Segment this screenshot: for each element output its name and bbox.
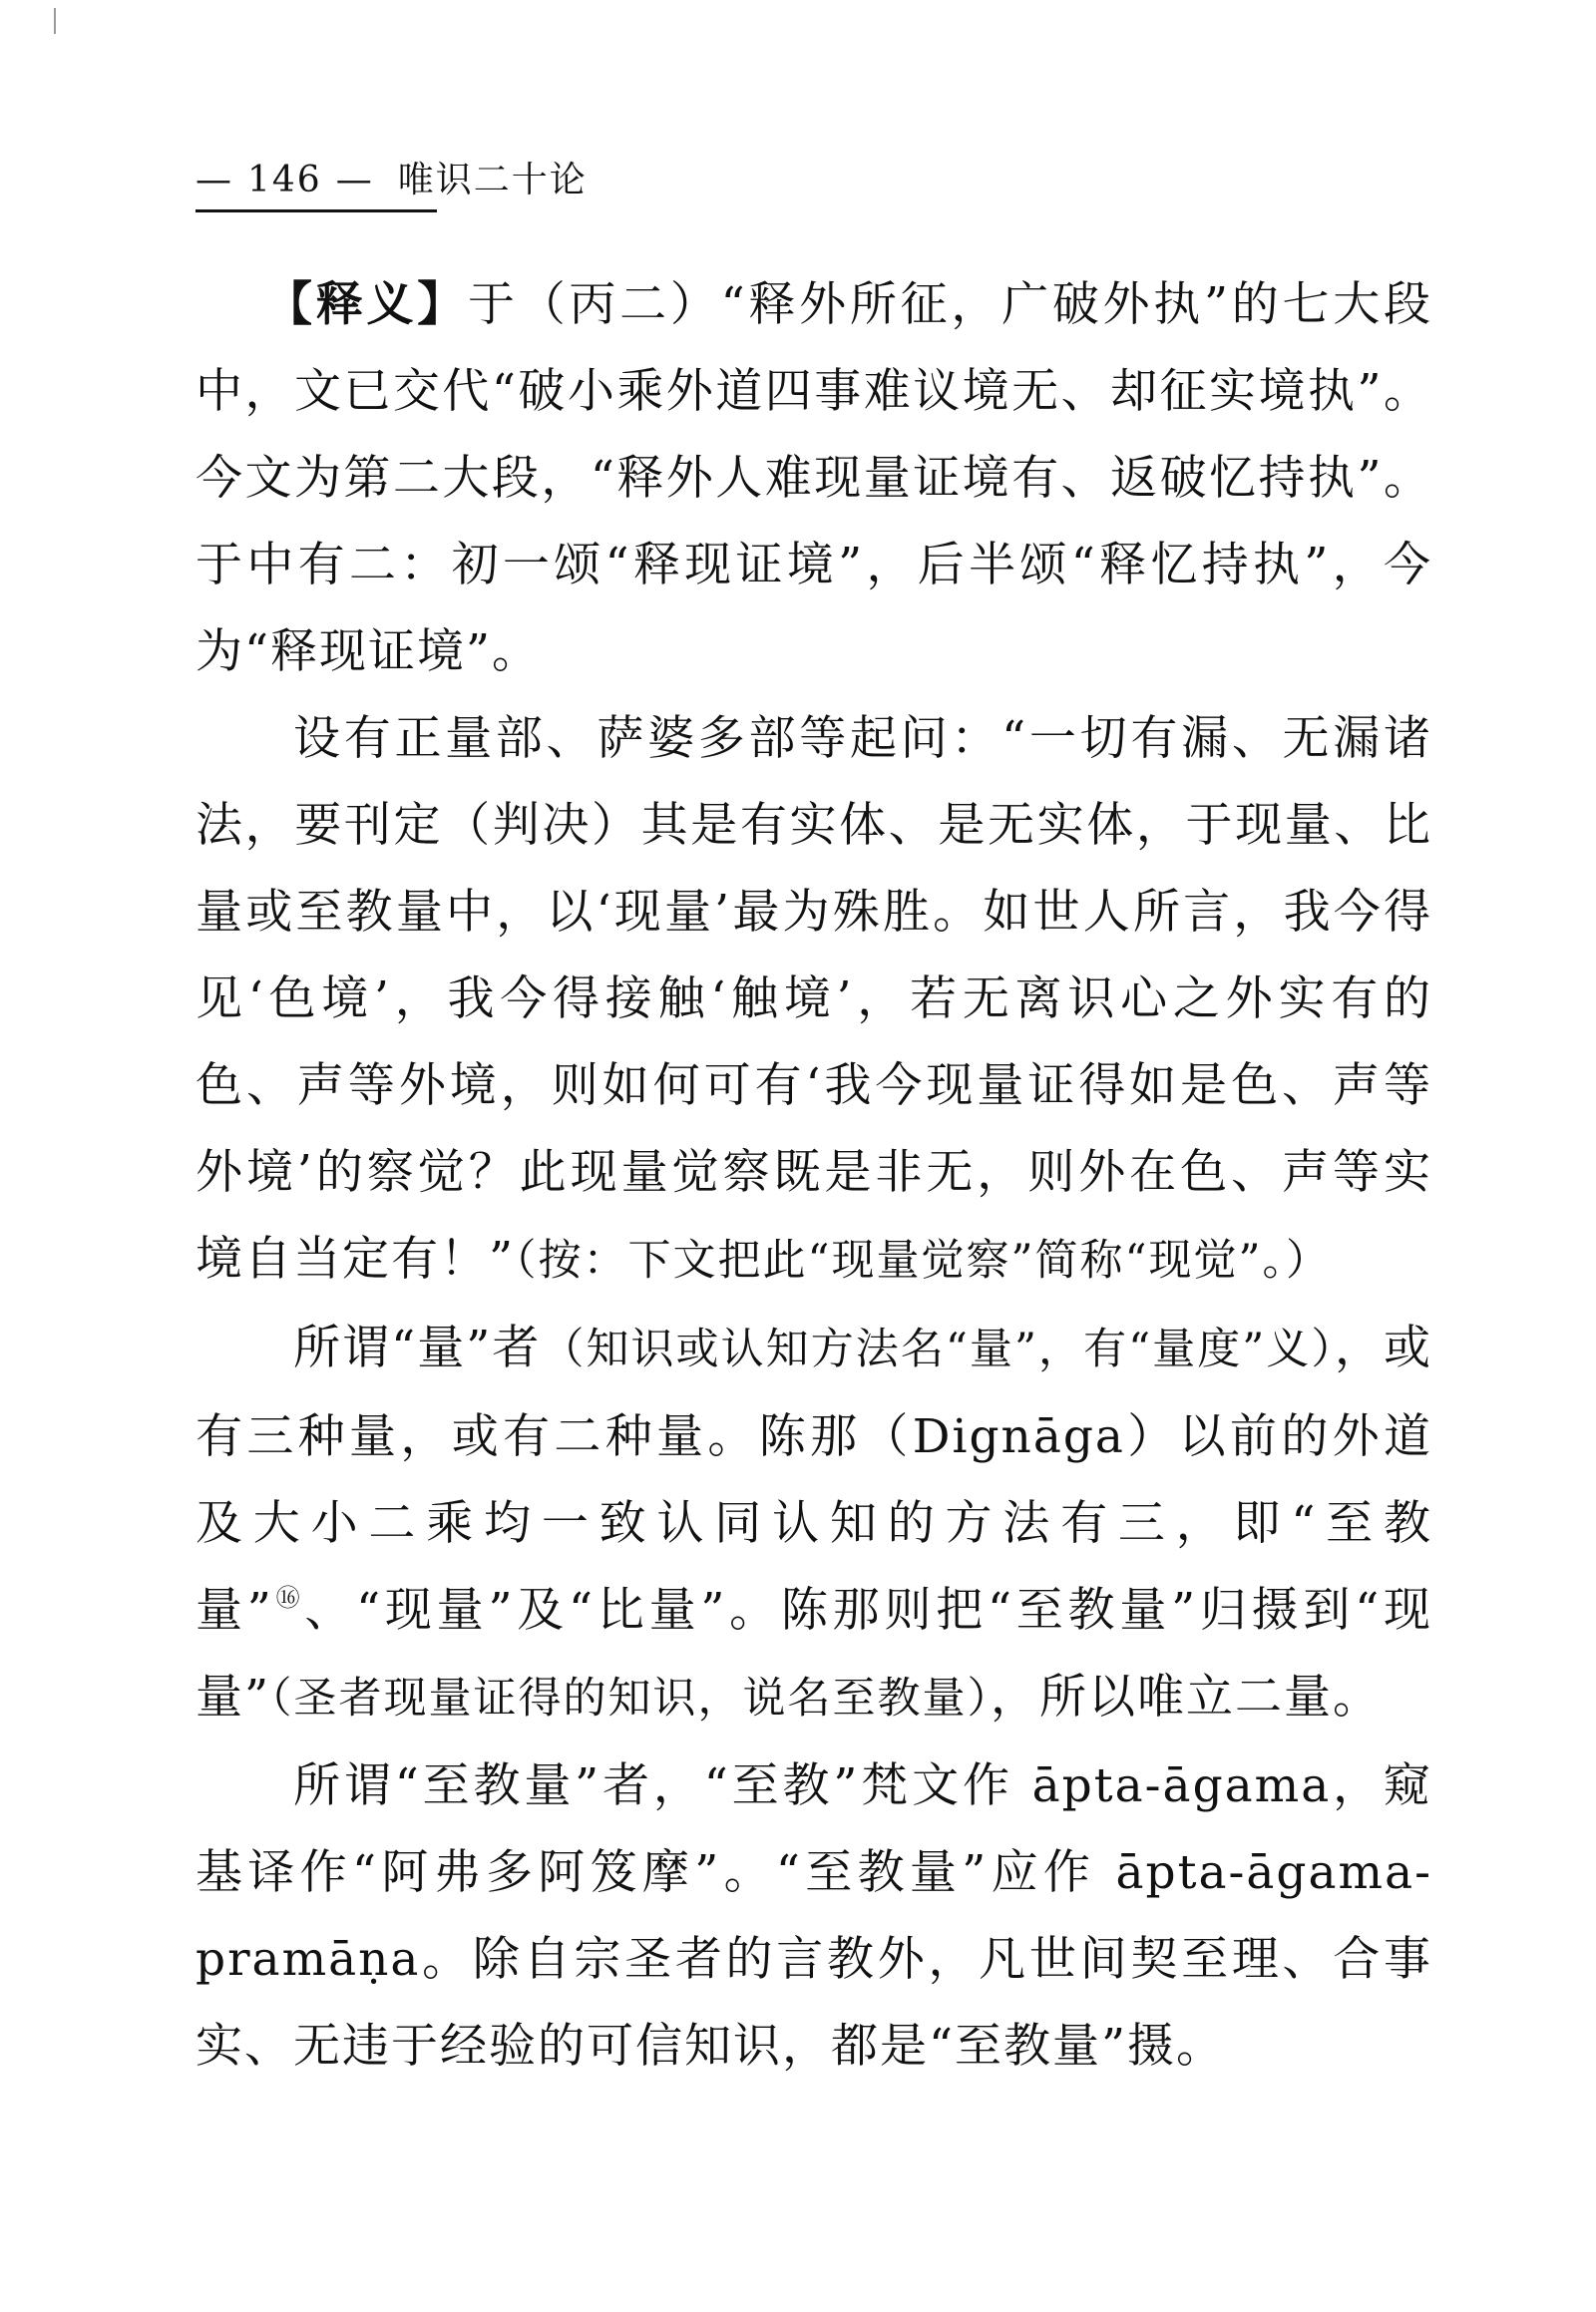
paragraph-text: ，或有三种量，或有二种量。陈那（Dignāga）以前的外道及大小二乘均一致认同认知的方法有三，即“至教量” [196, 1321, 1432, 1638]
footnote-marker: ⑯ [272, 1584, 305, 1612]
paragraph-objection [196, 695, 1432, 1305]
paragraph-text: 设有正量部、萨婆多部等起问：“一切有漏、无漏诸法，要刊定（判决）其是有实体、是无实体，于现量、比量或至教量中，以‘现量’最为殊胜。如世人所言，我今得见‘色境’，我今得接触‘触境’，若无离识心之外实有的色、声等外境，则如何可有‘我今现量证得如是色、声等外境’的察觉？此现量觉察既是非无，则外在色、声等实境自当定有！” [196, 711, 1432, 1287]
paragraph-text: 于（丙二）“释外所征，广破外执”的七大段中，文已交代“破小乘外道四事难议境无、却征实境执”。今文为第二大段，“释外人难现量证境有、返破忆持执”。于中有二：初一颂“释现证境”，后半颂“释忆持执”，今为“释现证境”。 [196, 277, 1432, 679]
scan-edge-mark [54, 8, 56, 34]
editor-note: （按：下文把此“现量觉察”简称“现觉”。） [515, 1236, 1331, 1286]
paragraph-text: 所谓“至教量”者，“至教”梵文作 āpta-āgama，窥基译作“阿弗多阿笈摩”。“至教量”应作 āpta-āgama-pramāṇa。除自宗圣者的言教外，凡世间契至理、合事实、无违于经验的可信知识，都是“至教量”摄。 [196, 1758, 1432, 2074]
header-dash-right: — [335, 160, 374, 200]
header-underline [196, 209, 437, 212]
paragraph-explanation [196, 261, 1432, 695]
paragraph-agama [196, 1742, 1432, 2090]
paragraph-text-end: ，所以唯立二量。 [991, 1670, 1383, 1725]
paragraph-lead: 所谓“量”者 [293, 1321, 542, 1375]
inline-gloss-2: （圣者现量证得的知识，说名至教量） [270, 1674, 992, 1724]
inline-gloss: （知识或认知方法名“量”，有“量度”义） [541, 1325, 1335, 1374]
header-dash-left: — [196, 160, 233, 200]
running-header [196, 158, 1432, 203]
book-title: 唯识二十论 [397, 160, 588, 200]
section-heading-shiyi: 【释义】 [265, 277, 468, 332]
main-text [196, 261, 1432, 2090]
paragraph-pramana [196, 1305, 1432, 1742]
page-number: 146 [247, 160, 322, 200]
paragraph-text-continued: 、“现量”及“比量”。陈那则把“至教量”归摄到“现量” [196, 1583, 1432, 1725]
